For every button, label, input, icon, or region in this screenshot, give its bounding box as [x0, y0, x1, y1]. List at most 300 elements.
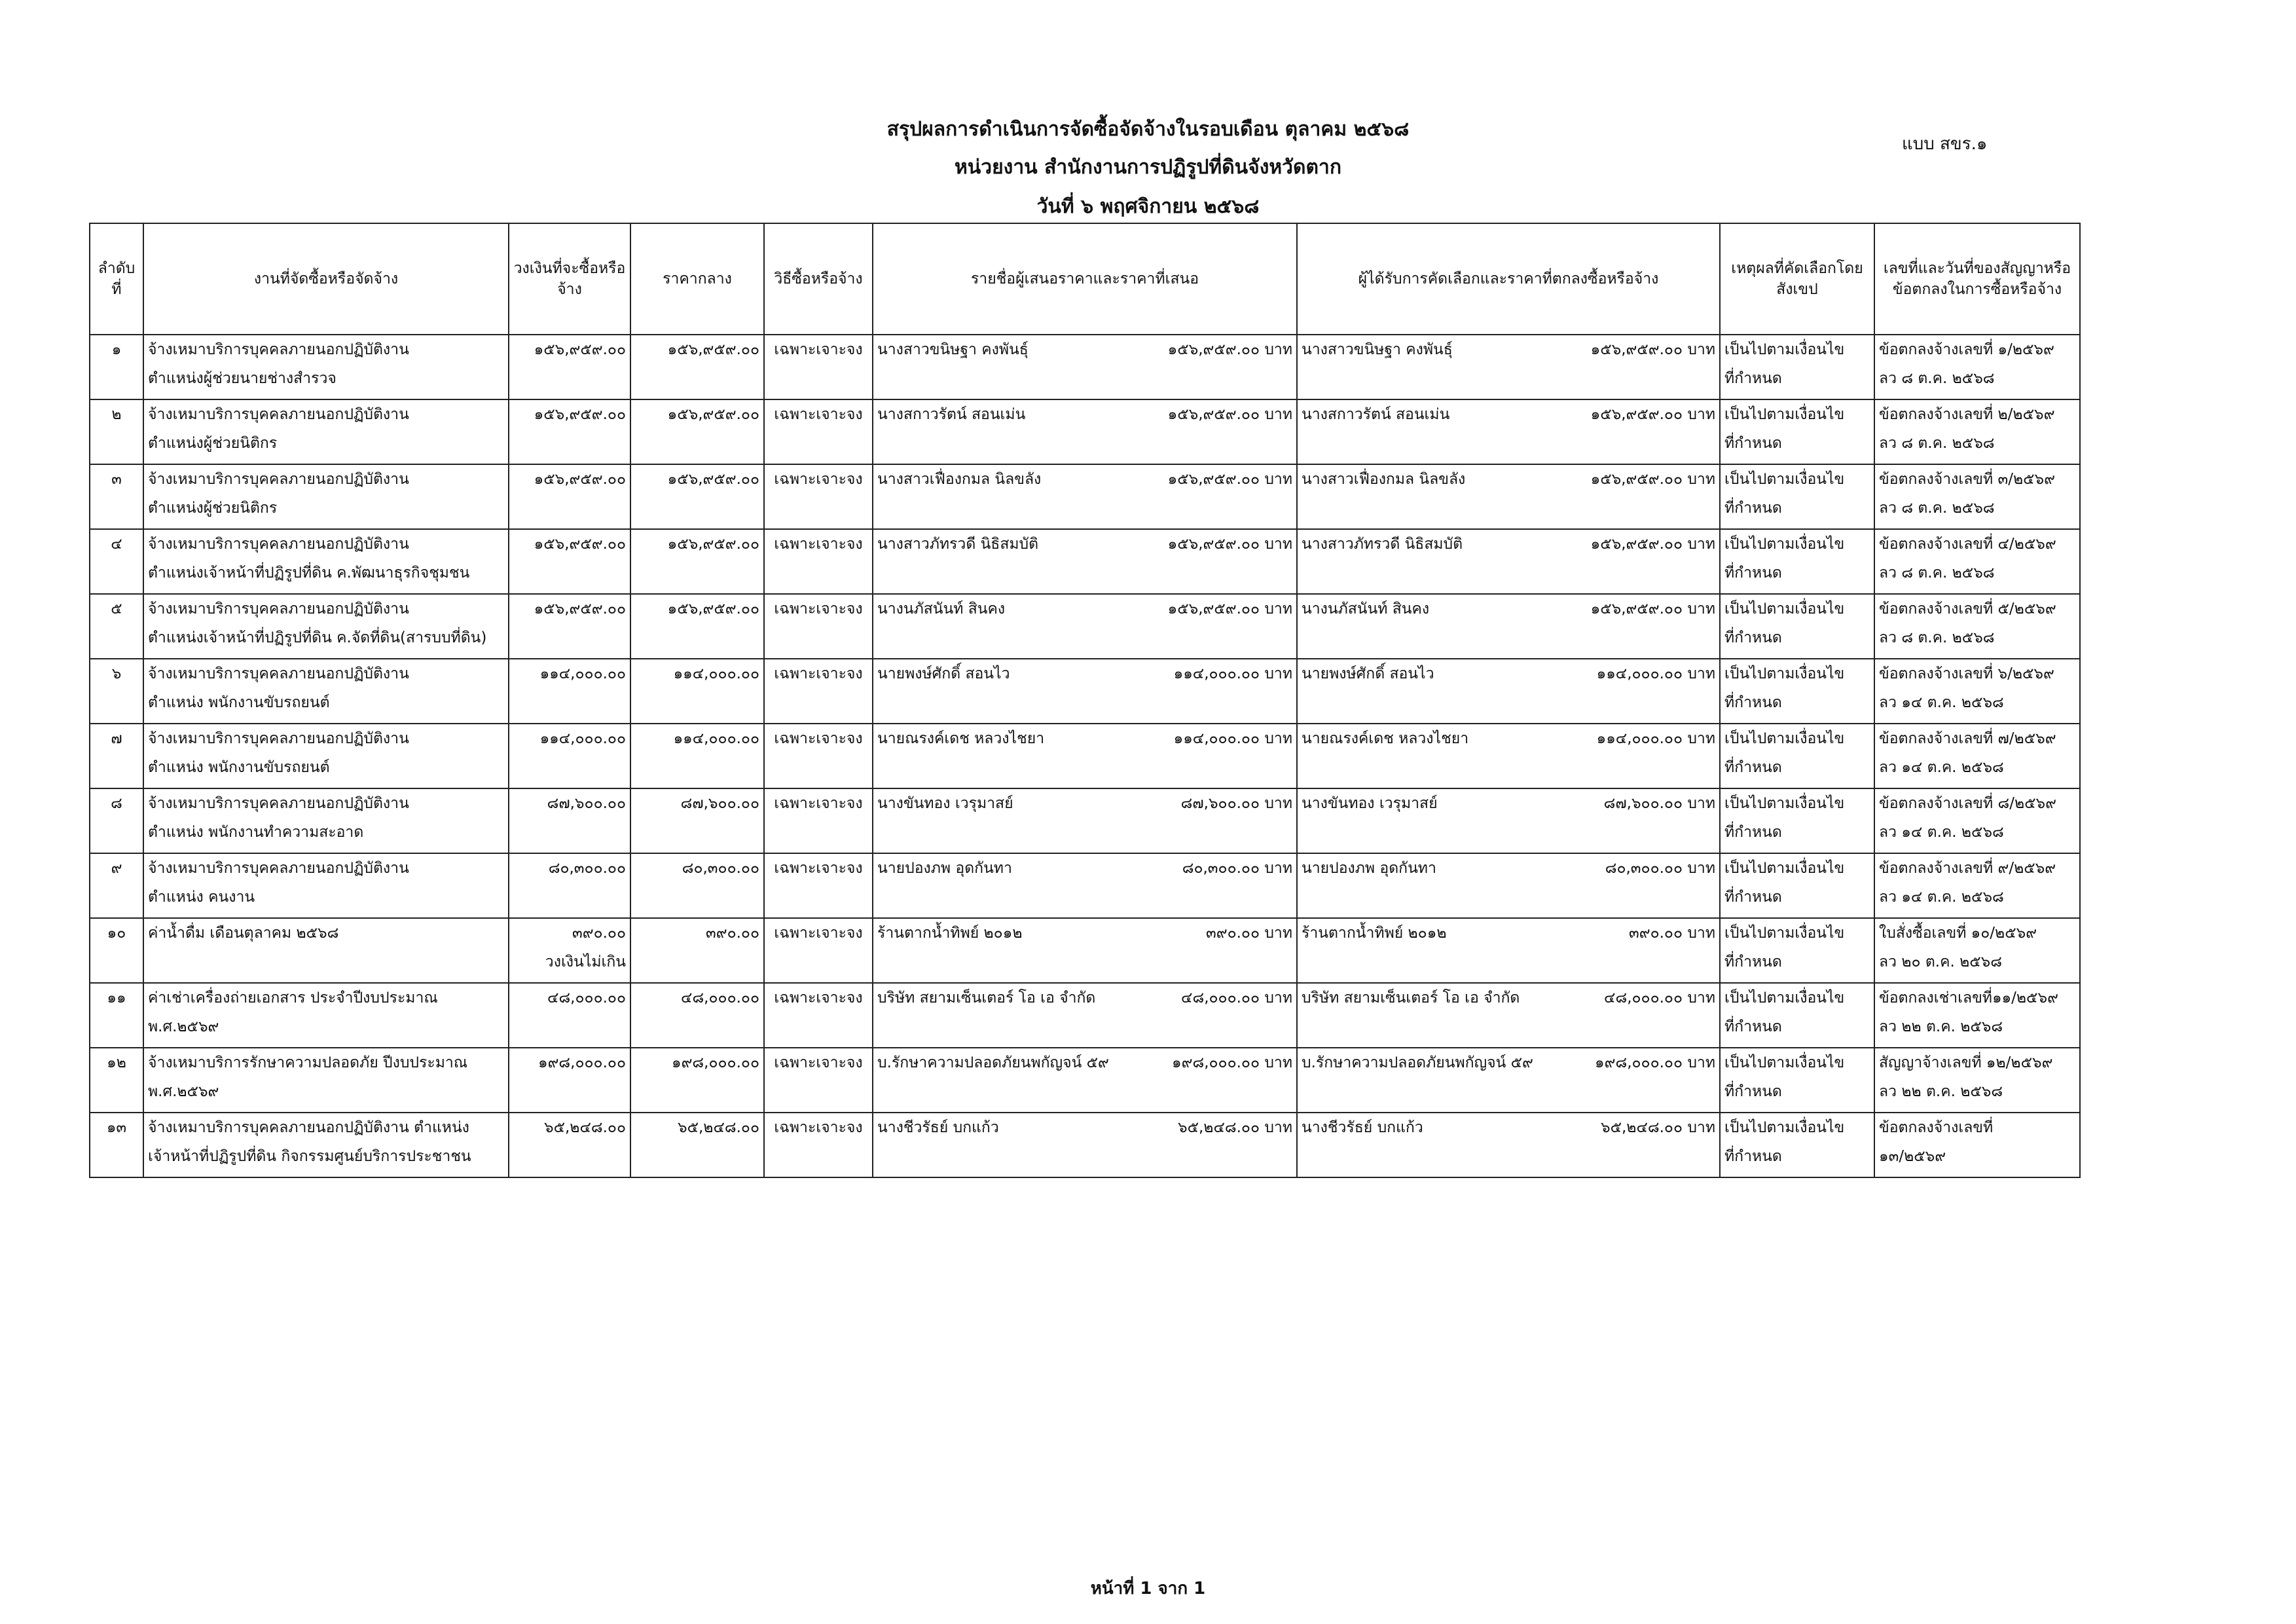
task-line-2: ตำแหน่ง พนักงานขับรถยนต์: [148, 759, 330, 776]
task-line-2: ตำแหน่งผู้ช่วยนิติกร: [148, 500, 278, 517]
reason-cell: [1720, 918, 1874, 983]
reason-line-1: เป็นไปตามเงื่อนไข: [1724, 406, 1845, 423]
reason-line-1: เป็นไปตามเงื่อนไข: [1724, 1054, 1845, 1071]
median-price: ๘๗,๖๐๐.๐๐: [680, 795, 759, 812]
bidder-name: นางชีวรัธย์ บกแก้ว: [877, 1119, 999, 1136]
reason-cell: [1720, 529, 1874, 594]
budget-cell: [509, 464, 630, 529]
row-number: ๘: [111, 795, 122, 812]
median-price: ๑๕๖,๙๕๙.๐๐: [667, 471, 759, 488]
winner-price: ๔๘,๐๐๐.๐๐ บาท: [1604, 989, 1715, 1006]
contract-number: ข้อตกลงจ้างเลขที่ ๒/๒๕๖๙: [1879, 406, 2055, 423]
contract-number: ข้อตกลงจ้างเลขที่ ๔/๒๕๖๙: [1879, 536, 2056, 553]
bidder-name-wrap: [877, 984, 1292, 1012]
row-number-cell: [90, 853, 143, 918]
bidder-name-wrap: [877, 1113, 1292, 1142]
task-line-2: ตำแหน่งเจ้าหน้าที่ปฏิรูปที่ดิน ค.จัดที่ดิน(สารบบที่ดิน): [148, 629, 487, 646]
table-row: [90, 335, 2080, 399]
method-cell: [764, 918, 873, 983]
table-row: [90, 853, 2080, 918]
method-cell: [764, 853, 873, 918]
table-row: [90, 788, 2080, 853]
contract-date: ลว ๑๔ ต.ค. ๒๕๖๘: [1879, 694, 2004, 711]
contract-cell: [1874, 1048, 2080, 1113]
task-cell: [143, 399, 509, 464]
contract-cell: [1874, 1113, 2080, 1177]
bidder-cell: [873, 724, 1297, 788]
task-line-1: จ้างเหมาบริการบุคคลภายนอกปฏิบัติงาน: [148, 406, 409, 423]
winner-cell: [1297, 1048, 1720, 1113]
winner-cell: [1297, 529, 1720, 594]
reason-cell: [1720, 983, 1874, 1048]
median-price: ๑๙๘,๐๐๐.๐๐: [671, 1054, 759, 1071]
method-cell: [764, 464, 873, 529]
bid-price: ๑๕๖,๙๕๙.๐๐ บาท: [1167, 536, 1292, 553]
bidder-name: บริษัท สยามเซ็นเตอร์ โอ เอ จำกัด: [877, 989, 1096, 1006]
median-price-cell: [630, 399, 764, 464]
method: เฉพาะเจาะจง: [774, 1054, 863, 1071]
winner-name-wrap: [1302, 530, 1715, 559]
budget-amount: ๘๗,๖๐๐.๐๐: [547, 795, 626, 812]
method-cell: [764, 724, 873, 788]
median-price-cell: [630, 918, 764, 983]
contract-cell: [1874, 594, 2080, 659]
form-code: แบบ สขร.๑: [1902, 134, 1988, 154]
task-line-1: จ้างเหมาบริการบุคคลภายนอกปฏิบัติงาน: [148, 795, 409, 812]
winner-name: นางสกาวรัตน์ สอนเม่น: [1302, 406, 1450, 423]
col-header-task: งานที่จัดซื้อหรือจัดจ้าง: [143, 223, 509, 335]
winner-name-wrap: [1302, 984, 1715, 1012]
task-line-1: จ้างเหมาบริการบุคคลภายนอกปฏิบัติงาน: [148, 471, 409, 488]
method: เฉพาะเจาะจง: [774, 665, 863, 682]
median-price: ๘๐,๓๐๐.๐๐: [682, 860, 759, 877]
contract-number: ข้อตกลงจ้างเลขที่ ๕/๒๕๖๙: [1879, 600, 2056, 618]
winner-cell: [1297, 788, 1720, 853]
winner-name: นางนภัสนันท์ สินคง: [1302, 600, 1430, 618]
task-line-2: ตำแหน่ง พนักงานขับรถยนต์: [148, 694, 330, 711]
bidder-cell: [873, 659, 1297, 724]
winner-name: นางขันทอง เวรุมาสย์: [1302, 795, 1438, 812]
bid-price: ๑๕๖,๙๕๙.๐๐ บาท: [1167, 406, 1292, 423]
contract-cell: [1874, 918, 2080, 983]
task-line-2: เจ้าหน้าที่ปฏิรูปที่ดิน กิจกรรมศูนย์บริการประชาชน: [148, 1148, 471, 1165]
bidder-cell: [873, 1048, 1297, 1113]
bidder-name-wrap: [877, 789, 1292, 818]
bidder-name: นางสาวเฟื่องกมล นิลขลัง: [877, 471, 1042, 488]
method: เฉพาะเจาะจง: [774, 989, 863, 1006]
winner-price: ๑๕๖,๙๕๙.๐๐ บาท: [1590, 536, 1715, 553]
contract-number: ข้อตกลงจ้างเลขที่ ๓/๒๕๖๙: [1879, 471, 2055, 488]
winner-cell: [1297, 399, 1720, 464]
winner-name: นางสาวขนิษฐา คงพันธุ์: [1302, 341, 1453, 358]
reason-line-1: เป็นไปตามเงื่อนไข: [1724, 665, 1845, 682]
reason-cell: [1720, 788, 1874, 853]
budget-cell: [509, 1113, 630, 1177]
bidder-name: นางสาวภัทรวดี นิธิสมบัติ: [877, 536, 1039, 553]
bidder-name-wrap: [877, 724, 1292, 753]
row-number: ๗: [111, 730, 122, 747]
reason-line-1: เป็นไปตามเงื่อนไข: [1724, 536, 1845, 553]
table-row: [90, 529, 2080, 594]
contract-cell: [1874, 399, 2080, 464]
winner-name-wrap: [1302, 919, 1715, 948]
method-cell: [764, 983, 873, 1048]
row-number-cell: [90, 529, 143, 594]
table-row: [90, 659, 2080, 724]
winner-name: นางสาวภัทรวดี นิธิสมบัติ: [1302, 536, 1463, 553]
reason-cell: [1720, 335, 1874, 399]
method-cell: [764, 659, 873, 724]
bid-price: ๓๙๐.๐๐ บาท: [1206, 925, 1292, 942]
median-price: ๓๙๐.๐๐: [706, 925, 759, 942]
contract-cell: [1874, 529, 2080, 594]
reason-cell: [1720, 853, 1874, 918]
reason-line-1: เป็นไปตามเงื่อนไข: [1724, 600, 1845, 618]
budget-cell: [509, 983, 630, 1048]
winner-name-wrap: [1302, 335, 1715, 364]
winner-name: นายพงษ์ศักดิ์ สอนไว: [1302, 665, 1434, 682]
contract-number: ข้อตกลงจ้างเลขที่ ๙/๒๕๖๙: [1879, 860, 2056, 877]
reason-line-2: ที่กำหนด: [1724, 564, 1782, 581]
median-price: ๑๕๖,๙๕๙.๐๐: [667, 341, 759, 358]
winner-price: ๑๕๖,๙๕๙.๐๐ บาท: [1590, 600, 1715, 618]
bid-price: ๑๕๖,๙๕๙.๐๐ บาท: [1167, 471, 1292, 488]
table-row: [90, 399, 2080, 464]
report-title: สรุปผลการดำเนินการจัดซื้อจัดจ้างในรอบเดือน ตุลาคม ๒๕๖๘: [886, 118, 1410, 141]
reason-cell: [1720, 1113, 1874, 1177]
method-cell: [764, 1113, 873, 1177]
contract-cell: [1874, 335, 2080, 399]
budget-note: วงเงินไม่เกิน: [545, 953, 626, 970]
winner-price: ๘๗,๖๐๐.๐๐ บาท: [1603, 795, 1715, 812]
winner-name: นายณรงค์เดช หลวงไชยา: [1302, 730, 1469, 747]
reason-line-2: ที่กำหนด: [1724, 1018, 1782, 1035]
winner-name-wrap: [1302, 724, 1715, 753]
median-price-cell: [630, 335, 764, 399]
row-number: ๒: [111, 406, 122, 423]
bidder-name: นางสาวขนิษฐา คงพันธุ์: [877, 341, 1029, 358]
reason-line-2: ที่กำหนด: [1724, 1083, 1782, 1100]
reason-cell: [1720, 659, 1874, 724]
winner-name-wrap: [1302, 789, 1715, 818]
col-header-method: วิธีซื้อหรือจ้าง: [764, 223, 873, 335]
contract-number: ข้อตกลงจ้างเลขที่: [1879, 1119, 1994, 1136]
table-row: [90, 464, 2080, 529]
task-line-1: จ้างเหมาบริการบุคคลภายนอกปฏิบัติงาน: [148, 536, 409, 553]
budget-cell: [509, 724, 630, 788]
winner-cell: [1297, 659, 1720, 724]
winner-name-wrap: [1302, 659, 1715, 688]
method: เฉพาะเจาะจง: [774, 471, 863, 488]
median-price-cell: [630, 659, 764, 724]
budget-amount: ๑๕๖,๙๕๙.๐๐: [534, 600, 626, 618]
reason-line-2: ที่กำหนด: [1724, 500, 1782, 517]
winner-name-wrap: [1302, 854, 1715, 883]
budget-amount: ๑๕๖,๙๕๙.๐๐: [534, 341, 626, 358]
row-number-cell: [90, 1048, 143, 1113]
reason-line-1: เป็นไปตามเงื่อนไข: [1724, 989, 1845, 1006]
contract-cell: [1874, 853, 2080, 918]
winner-name-wrap: [1302, 1113, 1715, 1142]
reason-line-1: เป็นไปตามเงื่อนไข: [1724, 1119, 1845, 1136]
task-cell: [143, 594, 509, 659]
method: เฉพาะเจาะจง: [774, 341, 863, 358]
bid-price: ๑๕๖,๙๕๙.๐๐ บาท: [1167, 600, 1292, 618]
winner-price: ๑๙๘,๐๐๐.๐๐ บาท: [1595, 1054, 1715, 1071]
reason-line-1: เป็นไปตามเงื่อนไข: [1724, 730, 1845, 747]
bid-price: ๘๐,๓๐๐.๐๐ บาท: [1182, 860, 1292, 877]
task-cell: [143, 853, 509, 918]
winner-cell: [1297, 918, 1720, 983]
reason-line-1: เป็นไปตามเงื่อนไข: [1724, 341, 1845, 358]
method-cell: [764, 529, 873, 594]
task-cell: [143, 464, 509, 529]
winner-name: ร้านตากน้ำทิพย์ ๒๐๑๒: [1302, 925, 1447, 942]
method: เฉพาะเจาะจง: [774, 730, 863, 747]
contract-date: ลว ๑๔ ต.ค. ๒๕๖๘: [1879, 824, 2004, 841]
row-number-cell: [90, 918, 143, 983]
winner-cell: [1297, 724, 1720, 788]
budget-cell: [509, 918, 630, 983]
median-price: ๑๑๔,๐๐๐.๐๐: [673, 730, 759, 747]
bidder-name-wrap: [877, 1048, 1292, 1077]
budget-amount: ๑๑๔,๐๐๐.๐๐: [539, 665, 626, 682]
task-line-1: ค่าน้ำดื่ม เดือนตุลาคม ๒๕๖๘: [148, 925, 339, 942]
row-number: ๖: [111, 665, 122, 682]
contract-date: ลว ๒๒ ต.ค. ๒๕๖๘: [1879, 1083, 2003, 1100]
task-line-2: ตำแหน่ง พนักงานทำความสะอาด: [148, 824, 364, 841]
winner-price: ๑๕๖,๙๕๙.๐๐ บาท: [1590, 406, 1715, 423]
reason-line-1: เป็นไปตามเงื่อนไข: [1724, 795, 1845, 812]
winner-name-wrap: [1302, 465, 1715, 494]
median-price-cell: [630, 1048, 764, 1113]
bid-price: ๔๘,๐๐๐.๐๐ บาท: [1181, 989, 1292, 1006]
method-cell: [764, 594, 873, 659]
contract-number: สัญญาจ้างเลขที่ ๑๒/๒๕๖๙: [1879, 1054, 2053, 1071]
winner-name-wrap: [1302, 595, 1715, 623]
contract-date: ลว ๘ ต.ค. ๒๕๖๘: [1879, 629, 1995, 646]
task-line-2: ตำแหน่งผู้ช่วยนายช่างสำรวจ: [148, 370, 337, 387]
row-number: ๙: [111, 860, 122, 877]
median-price: ๑๕๖,๙๕๙.๐๐: [667, 536, 759, 553]
contract-cell: [1874, 983, 2080, 1048]
table-row: [90, 594, 2080, 659]
bidder-name: นายปองภพ อุดกันทา: [877, 860, 1012, 877]
winner-cell: [1297, 594, 1720, 659]
budget-cell: [509, 399, 630, 464]
row-number-cell: [90, 335, 143, 399]
task-line-1: จ้างเหมาบริการบุคคลภายนอกปฏิบัติงาน: [148, 600, 409, 618]
reason-line-2: ที่กำหนด: [1724, 759, 1782, 776]
method: เฉพาะเจาะจง: [774, 860, 863, 877]
contract-date: ลว ๒๐ ต.ค. ๒๕๖๘: [1879, 953, 2002, 970]
median-price-cell: [630, 594, 764, 659]
winner-name-wrap: [1302, 400, 1715, 429]
bid-price: ๑๑๔,๐๐๐.๐๐ บาท: [1173, 730, 1292, 747]
bidder-name-wrap: [877, 659, 1292, 688]
task-line-2: พ.ศ.๒๕๖๙: [148, 1083, 219, 1100]
bidder-cell: [873, 983, 1297, 1048]
median-price: ๔๘,๐๐๐.๐๐: [681, 989, 759, 1006]
bid-price: ๑๕๖,๙๕๙.๐๐ บาท: [1167, 341, 1292, 358]
task-line-2: ตำแหน่งผู้ช่วยนิติกร: [148, 435, 278, 452]
bidder-cell: [873, 853, 1297, 918]
table-row: [90, 983, 2080, 1048]
reason-line-2: ที่กำหนด: [1724, 824, 1782, 841]
task-line-1: จ้างเหมาบริการบุคคลภายนอกปฏิบัติงาน: [148, 341, 409, 358]
budget-cell: [509, 529, 630, 594]
winner-name: บ.รักษาความปลอดภัยนพกัญจน์ ๕๙: [1302, 1054, 1533, 1071]
winner-name: นายปองภพ อุดกันทา: [1302, 860, 1436, 877]
contract-cell: [1874, 788, 2080, 853]
bidder-name-wrap: [877, 335, 1292, 364]
contract-date: ลว ๑๔ ต.ค. ๒๕๖๘: [1879, 889, 2004, 906]
budget-cell: [509, 335, 630, 399]
method-cell: [764, 399, 873, 464]
contract-number: ใบสั่งซื้อเลขที่ ๑๐/๒๕๖๙: [1879, 925, 2037, 942]
reason-line-2: ที่กำหนด: [1724, 629, 1782, 646]
bid-price: ๑๙๘,๐๐๐.๐๐ บาท: [1172, 1054, 1292, 1071]
task-line-1: จ้างเหมาบริการบุคคลภายนอกปฏิบัติงาน: [148, 665, 409, 682]
task-line-1: จ้างเหมาบริการบุคคลภายนอกปฏิบัติงาน: [148, 860, 409, 877]
reason-line-1: เป็นไปตามเงื่อนไข: [1724, 925, 1845, 942]
page-number: หน้าที่ 1 จาก 1: [1090, 1579, 1206, 1598]
winner-cell: [1297, 1113, 1720, 1177]
median-price-cell: [630, 529, 764, 594]
bidder-name: นางขันทอง เวรุมาสย์: [877, 795, 1013, 812]
bidder-cell: [873, 529, 1297, 594]
contract-cell: [1874, 464, 2080, 529]
row-number-cell: [90, 1113, 143, 1177]
contract-number: ข้อตกลงจ้างเลขที่ ๖/๒๕๖๙: [1879, 665, 2054, 682]
method-cell: [764, 335, 873, 399]
bidder-name-wrap: [877, 919, 1292, 948]
task-cell: [143, 983, 509, 1048]
method: เฉพาะเจาะจง: [774, 536, 863, 553]
reason-line-2: ที่กำหนด: [1724, 1148, 1782, 1165]
winner-price: ๑๕๖,๙๕๙.๐๐ บาท: [1590, 341, 1715, 358]
procurement-table: [89, 223, 2081, 1178]
contract-date: ลว ๘ ต.ค. ๒๕๖๘: [1879, 564, 1995, 581]
median-price: ๖๕,๒๔๘.๐๐: [677, 1119, 759, 1136]
row-number-cell: [90, 464, 143, 529]
median-price-cell: [630, 853, 764, 918]
reason-line-1: เป็นไปตามเงื่อนไข: [1724, 860, 1845, 877]
reason-cell: [1720, 724, 1874, 788]
winner-cell: [1297, 853, 1720, 918]
row-number-cell: [90, 399, 143, 464]
budget-amount: ๑๕๖,๙๕๙.๐๐: [534, 406, 626, 423]
reason-line-2: ที่กำหนด: [1724, 694, 1782, 711]
task-cell: [143, 788, 509, 853]
contract-number: ข้อตกลงจ้างเลขที่ ๘/๒๕๖๙: [1879, 795, 2057, 812]
budget-amount: ๓๙๐.๐๐: [572, 925, 626, 942]
reason-line-2: ที่กำหนด: [1724, 889, 1782, 906]
winner-cell: [1297, 335, 1720, 399]
col-header-median-price: ราคากลาง: [630, 223, 764, 335]
col-header-winner: ผู้ได้รับการคัดเลือกและราคาที่ตกลงซื้อหรือจ้าง: [1297, 223, 1720, 335]
bidder-cell: [873, 788, 1297, 853]
agency-name: หน่วยงาน สำนักงานการปฏิรูปที่ดินจังหวัดตาก: [954, 156, 1342, 179]
budget-cell: [509, 594, 630, 659]
task-cell: [143, 1048, 509, 1113]
winner-price: ๓๙๐.๐๐ บาท: [1629, 925, 1715, 942]
median-price-cell: [630, 1113, 764, 1177]
row-number: ๑๐: [107, 925, 126, 942]
contract-number: ข้อตกลงจ้างเลขที่ ๑/๒๕๖๙: [1879, 341, 2054, 358]
row-number: ๕: [111, 600, 122, 618]
contract-date: ลว ๑๔ ต.ค. ๒๕๖๘: [1879, 759, 2004, 776]
budget-cell: [509, 1048, 630, 1113]
winner-price: ๑๑๔,๐๐๐.๐๐ บาท: [1596, 730, 1715, 747]
contract-date: ๑๓/๒๕๖๙: [1879, 1148, 1946, 1165]
col-header-reason: เหตุผลที่คัดเลือกโดยสังเขป: [1720, 223, 1874, 335]
contract-cell: [1874, 659, 2080, 724]
reason-cell: [1720, 594, 1874, 659]
row-number-cell: [90, 983, 143, 1048]
budget-amount: ๑๙๘,๐๐๐.๐๐: [538, 1054, 626, 1071]
table-row: [90, 724, 2080, 788]
bidder-cell: [873, 464, 1297, 529]
task-cell: [143, 918, 509, 983]
winner-price: ๑๑๔,๐๐๐.๐๐ บาท: [1596, 665, 1715, 682]
reason-cell: [1720, 1048, 1874, 1113]
col-header-no: ลำดับที่: [90, 223, 143, 335]
bidder-name-wrap: [877, 854, 1292, 883]
median-price-cell: [630, 464, 764, 529]
row-number: ๑๒: [107, 1054, 126, 1071]
row-number: ๑๑: [107, 989, 126, 1006]
method: เฉพาะเจาะจง: [774, 1119, 863, 1136]
bidder-name-wrap: [877, 400, 1292, 429]
col-header-budget: วงเงินที่จะซื้อหรือจ้าง: [509, 223, 630, 335]
method: เฉพาะเจาะจง: [774, 600, 863, 618]
budget-amount: ๘๐,๓๐๐.๐๐: [548, 860, 626, 877]
reason-line-2: ที่กำหนด: [1724, 435, 1782, 452]
contract-date: ลว ๘ ต.ค. ๒๕๖๘: [1879, 435, 1995, 452]
winner-name-wrap: [1302, 1048, 1715, 1077]
reason-cell: [1720, 399, 1874, 464]
bidder-name: นายณรงค์เดช หลวงไชยา: [877, 730, 1045, 747]
table-header-row: [90, 223, 2080, 335]
median-price-cell: [630, 983, 764, 1048]
bidder-name: นายพงษ์ศักดิ์ สอนไว: [877, 665, 1010, 682]
winner-cell: [1297, 464, 1720, 529]
row-number: ๑๓: [106, 1119, 127, 1136]
row-number-cell: [90, 788, 143, 853]
budget-amount: ๑๕๖,๙๕๙.๐๐: [534, 471, 626, 488]
task-line-1: ค่าเช่าเครื่องถ่ายเอกสาร ประจำปีงบประมาณ: [148, 989, 438, 1006]
bidder-name: นางนภัสนันท์ สินคง: [877, 600, 1006, 618]
task-cell: [143, 529, 509, 594]
table-row: [90, 918, 2080, 983]
row-number-cell: [90, 724, 143, 788]
bidder-name-wrap: [877, 595, 1292, 623]
col-header-contract: เลขที่และวันที่ของสัญญาหรือข้อตกลงในการซื้อหรือจ้าง: [1874, 223, 2080, 335]
contract-number: ข้อตกลงเช่าเลขที่๑๑/๒๕๖๙: [1879, 989, 2058, 1006]
method: เฉพาะเจาะจง: [774, 925, 863, 942]
median-price-cell: [630, 724, 764, 788]
row-number-cell: [90, 659, 143, 724]
winner-cell: [1297, 983, 1720, 1048]
method: เฉพาะเจาะจง: [774, 406, 863, 423]
budget-amount: ๔๘,๐๐๐.๐๐: [547, 989, 626, 1006]
bid-price: ๘๗,๖๐๐.๐๐ บาท: [1180, 795, 1292, 812]
task-line-1: จ้างเหมาบริการรักษาความปลอดภัย ปีงบประมาณ: [148, 1054, 468, 1071]
contract-date: ลว ๘ ต.ค. ๒๕๖๘: [1879, 370, 1995, 387]
reason-line-1: เป็นไปตามเงื่อนไข: [1724, 471, 1845, 488]
budget-amount: ๑๑๔,๐๐๐.๐๐: [539, 730, 626, 747]
